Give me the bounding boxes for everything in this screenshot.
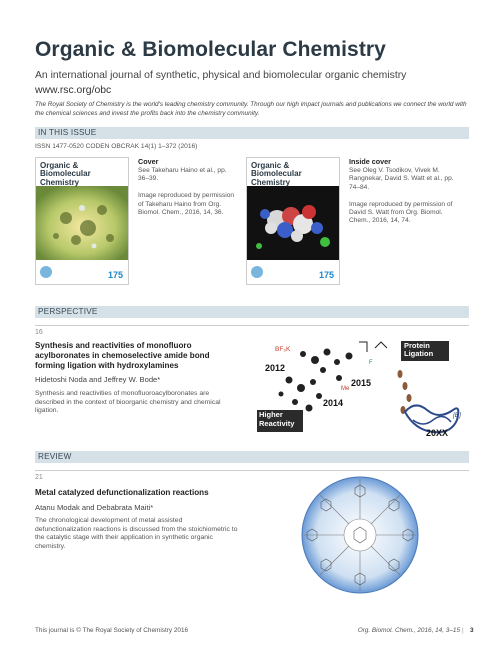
section-heading: PERSPECTIVE	[38, 307, 98, 316]
section-heading: IN THIS ISSUE	[38, 128, 97, 137]
article-title[interactable]: Metal catalyzed defunctionalization reactions	[35, 488, 209, 497]
article-abstract: Synthesis and reactivities of monofluoroacylboronates are described in the context of bioorganic chemistry and chemical ligation.	[35, 390, 221, 415]
inside-cover-description: See Oleg V. Tsodikov, Vivek M. Rangnekar, David S. Watt et al., pp. 74–84. Image reproduced by permission of David S. Watt from Org. Biomol. Chem., 2016, 14, 74.	[349, 167, 454, 225]
perspective-graphic	[255, 334, 470, 446]
cover-title: Organic & Biomolecular Chemistry	[40, 161, 91, 187]
reagent-label: BF₃K	[275, 346, 291, 353]
review-graphic	[300, 475, 420, 595]
footer-separator: |	[462, 627, 464, 634]
footer-copyright: This journal is © The Royal Society of Chemistry 2016	[35, 627, 189, 634]
section-heading: REVIEW	[38, 452, 72, 461]
methyl-label: Me	[341, 386, 350, 392]
year-label: 20XX	[426, 428, 449, 438]
article-authors: Hidetoshi Noda and Jeffrey W. Bode*	[35, 375, 161, 384]
divider	[35, 470, 469, 471]
footer-citation: Org. Biomol. Chem., 2016, 14, 3–15	[357, 627, 460, 634]
cover-image[interactable]	[35, 157, 129, 285]
inside-cover-label: Inside cover	[349, 157, 391, 166]
issn-line: ISSN 1477-0520 CODEN OBCRAK 14(1) 1–372 (2016)	[35, 143, 198, 150]
article-authors: Atanu Modak and Debabrata Maiti*	[35, 503, 154, 512]
year-label: 2012	[265, 363, 286, 373]
year-label: 2014	[323, 398, 344, 408]
review-bar	[35, 451, 469, 463]
perspective-bar	[35, 306, 469, 318]
anniversary-badge: 175	[107, 270, 123, 280]
cover-label: Cover	[138, 157, 159, 166]
boron-label: [B]	[453, 412, 461, 419]
journal-url[interactable]: www.rsc.org/obc	[35, 85, 112, 96]
inside-cover-image[interactable]	[246, 157, 340, 285]
footer-page-number: 3	[470, 627, 474, 634]
article-page: 21	[35, 474, 43, 481]
divider	[35, 325, 469, 326]
rsc-blurb: The Royal Society of Chemistry is the world's leading chemistry community. Through our high impact journals and publications we connect the world with the chemical sciences and invest the profits back into the chemistry community.	[35, 101, 467, 117]
journal-subtitle: An international journal of synthetic, physical and biomolecular organic chemistry	[35, 70, 407, 81]
article-abstract: The chronological development of metal assisted defunctionalization reactions is discussed from the stoichiometric to the catalytic stage with their application in synthetic organic chemistry.	[35, 517, 238, 550]
cover-description: See Takeharu Haino et al., pp. 36–39. Image reproduced by permission of Takeharu Haino from Org. Biomol. Chem., 2016, 14, 36.	[138, 167, 235, 217]
protein-ligation-label: Protein Ligation	[404, 341, 434, 358]
article-title[interactable]: Synthesis and reactivities of monofluoro acylboronates in chemoselective amide bond forming ligation with hydroxylamines	[35, 341, 210, 370]
fluorine-label: F	[369, 360, 373, 366]
higher-reactivity-label: Higher Reactivity	[259, 410, 295, 428]
anniversary-badge: 175	[318, 270, 334, 280]
cover-title: Organic & Biomolecular Chemistry	[251, 161, 302, 187]
year-label: 2015	[351, 378, 372, 388]
journal-title: Organic & Biomolecular Chemistry	[35, 38, 386, 61]
in-this-issue-bar	[35, 127, 469, 139]
article-page: 16	[35, 329, 43, 336]
